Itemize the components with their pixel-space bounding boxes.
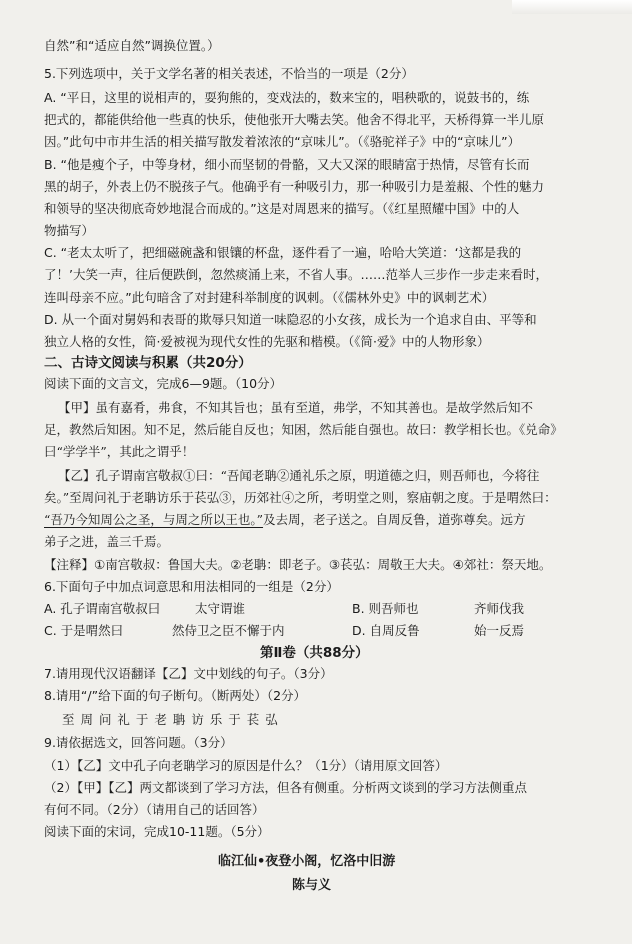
- question-9-2-cont: 有何不同。（2分）（请用自己的话回答）: [44, 802, 265, 817]
- text-line: 物描写）: [44, 223, 95, 238]
- text-line: C. “老太太听了，把细磁碗盏和银镶的杯盘，逐件看了一遍，哈哈大笑道：‘这都是我的: [44, 245, 522, 260]
- question-9: 9.请依据选文，回答问题。（3分）: [44, 735, 233, 750]
- text-line: 阅读下面的文言文，完成6—9题。（10分）: [44, 376, 283, 391]
- question-8: 8.请用“/”给下面的句子断句。（断两处）（2分）: [44, 688, 307, 703]
- underlined-sentence: “吾乃今知周公之圣，与周之所以王也。”: [44, 512, 264, 527]
- text-line: D. 从一个面对舅妈和表哥的欺辱只知道一味隐忍的小女孩，成长为一个追求自由、平等和: [44, 312, 537, 327]
- reading-instruction: 阅读下面的宋词，完成10-11题。（5分）: [44, 824, 270, 839]
- text-line: 和领导的坚决彻底奇妙地混合而成的。”这是对周恩来的描写。（《红星照耀中国》中的人: [44, 201, 520, 216]
- option-c-1: C. 于是喟然曰: [44, 623, 124, 638]
- text-line: 因。”此句中市井生活的相关描写散发着浓浓的“京味儿”。（《骆驼祥子》中的“京味儿”）: [44, 134, 521, 149]
- text-line: 把式的，都能供给他一些真的快乐，使他张开大嘴去笑。他舍不得北平，天桥得算一半儿原: [44, 112, 545, 127]
- question-9-1: （1）【乙】文中孔子向老聃学习的原因是什么？（1分）（请用原文回答）: [44, 758, 448, 773]
- question-9-2: （2）【甲】【乙】两文都谈到了学习方法，但各有侧重。分析两文谈到的学习方法侧重点: [44, 780, 527, 795]
- question-6: 6.下面句子中加点词意思和用法相同的一组是（2分）: [44, 579, 339, 594]
- section-heading: 二、古诗文阅读与积累（共20分）: [44, 355, 252, 371]
- option-d-1: D. 自周反鲁: [352, 623, 420, 638]
- option-d-2: 始一反焉: [474, 623, 525, 638]
- text-line: 自然”和“适应自然”调换位置。）: [44, 38, 220, 53]
- text-line: B. “他是瘦个子，中等身材，细小而坚韧的骨骼，又大又深的眼睛富于热情，尽管有长而: [44, 157, 530, 172]
- passage-yi: 【乙】孔子谓南宫敬叔①曰：“吾闻老聃②通礼乐之原，明道德之归，则吾师也，今将往: [58, 468, 540, 483]
- sentence-to-punctuate: 至 周 问 礼 于 老 聃 访 乐 于 苌 弘: [62, 712, 279, 727]
- text-line: 黑的胡子，外表上仍不脱孩子气。他确乎有一种吸引力，那一种吸引力是羞赧、个性的魅力: [44, 179, 545, 194]
- passage-yi: “吾乃今知周公之圣，与周之所以王也。”及去周，老子送之。自周反鲁，道弥尊矣。远方: [44, 512, 526, 527]
- part-2-title: 第Ⅱ卷（共88分）: [260, 645, 369, 661]
- question-7: 7.请用现代汉语翻译【乙】文中划线的句子。（3分）: [44, 666, 333, 681]
- scan-corner-artifact: [512, 0, 632, 14]
- poem-title: 临江仙•夜登小阁，忆洛中旧游: [218, 854, 396, 869]
- text-line: 独立人格的女性，简·爱被视为现代女性的先驱和楷模。（《简·爱》中的人物形象）: [44, 334, 490, 349]
- option-b-2: 齐师伐我: [474, 601, 525, 616]
- option-b-1: B. 则吾师也: [352, 601, 419, 616]
- option-c-2: 然侍卫之臣不懈于内: [172, 623, 285, 638]
- text-line: 连叫母亲不应。”此句暗含了对封建科举制度的讽刺。（《儒林外史》中的讽刺艺术）: [44, 290, 495, 305]
- text-line: 了！’大笑一声，往后便跌倒，忽然痰涌上来，不省人事。……范举人三步作一步走来看时，: [44, 267, 548, 282]
- question-5: 5.下列选项中，关于文学名著的相关表述，不恰当的一项是（2分）: [44, 66, 414, 81]
- passage-jia: 【甲】虽有嘉肴，弗食，不知其旨也；虽有至道，弗学，不知其善也。是故学然后知不: [58, 400, 534, 415]
- text-line: A. “平日，这里的说相声的，耍狗熊的，变戏法的，数来宝的，唱秧歌的，说鼓书的，练: [44, 90, 530, 105]
- annotation: 【注释】①南宫敬叔：鲁国大夫。②老聃：即老子。③苌弘：周敬王大夫。④郊社：祭天地。: [44, 557, 552, 572]
- passage-jia: 曰“学学半”，其此之谓乎！: [44, 444, 195, 459]
- poem-author: 陈与义: [292, 878, 332, 893]
- passage-yi: 弟子之进，盖三千焉。: [44, 534, 170, 549]
- passage-yi: 矣。”至周问礼于老聃访乐于苌弘③，历郊社④之所，考明堂之则，察庙朝之度。于是喟然曰：: [44, 490, 557, 505]
- passage-jia: 足，教然后知困。知不足，然后能自反也；知困，然后能自强也。故曰：教学相长也。《兑命》: [44, 422, 563, 437]
- option-a-2: 太守谓谁: [195, 601, 246, 616]
- option-a-1: A. 孔子谓南宫敬叔曰: [44, 601, 161, 616]
